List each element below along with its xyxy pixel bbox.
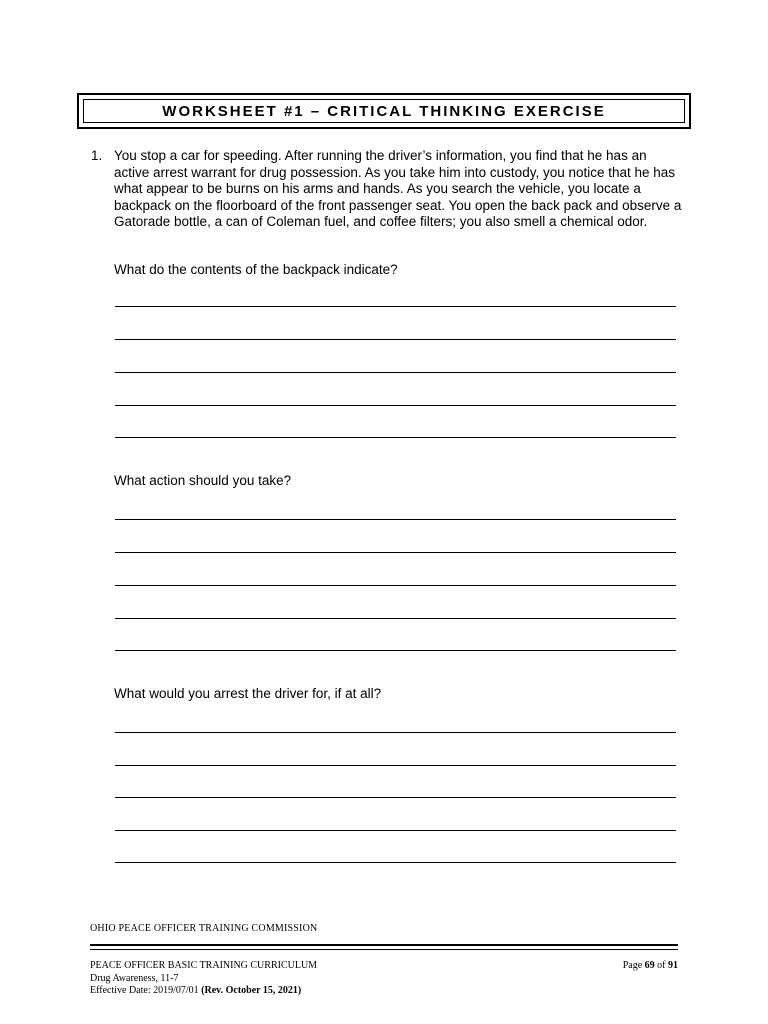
question-number: 1.	[91, 148, 103, 163]
answer-line[interactable]	[115, 519, 676, 520]
question-scenario: You stop a car for speeding. After running the driver’s information, you find that he has an active arrest warrant for drug possession. As you take him into custody, you notice that he has what appear to be burns on his arms and hands. As you search the vehicle, you locate a backpack on the floorboard of the front passenger seat. You open the back pack and observe a Gatorade bottle, a can of Coleman fuel, and coffee filters; you also smell a chemical odor.	[114, 148, 682, 230]
prompt-backpack-contents: What do the contents of the backpack indicate?	[114, 262, 398, 277]
answer-line[interactable]	[115, 405, 676, 406]
footer-commission: OHIO PEACE OFFICER TRAINING COMMISSION	[90, 923, 318, 934]
answer-line[interactable]	[115, 339, 676, 340]
answer-line[interactable]	[115, 585, 676, 586]
answer-line[interactable]	[115, 618, 676, 619]
footer-section: Drug Awareness, 11-7	[90, 972, 179, 984]
answer-line[interactable]	[115, 650, 676, 651]
page-total: 91	[668, 960, 678, 971]
prompt-arrest: What would you arrest the driver for, if at all?	[114, 686, 382, 701]
page-number: 69	[644, 960, 655, 971]
answer-line[interactable]	[115, 372, 676, 373]
answer-line[interactable]	[115, 732, 676, 733]
answer-line[interactable]	[115, 797, 676, 798]
footer-curriculum: PEACE OFFICER BASIC TRAINING CURRICULUM	[90, 960, 318, 971]
footer-dates	[90, 985, 317, 998]
answer-line[interactable]	[115, 437, 676, 438]
prompt-action: What action should you take?	[114, 473, 292, 488]
footer-divider	[90, 949, 678, 950]
answer-line[interactable]	[115, 306, 676, 307]
worksheet-title-box	[77, 93, 691, 129]
footer-curriculum-info	[90, 960, 317, 998]
page-indicator	[623, 960, 678, 971]
footer-effective-date: Effective Date: 2019/07/01	[90, 985, 199, 996]
answer-line[interactable]	[115, 830, 676, 831]
answer-line[interactable]	[115, 765, 676, 766]
answer-line[interactable]	[115, 552, 676, 553]
worksheet-title: WORKSHEET #1 – CRITICAL THINKING EXERCISE	[162, 102, 606, 120]
page-of: of	[657, 960, 666, 971]
footer-revision: (Rev. October 15, 2021)	[201, 985, 302, 996]
answer-line[interactable]	[115, 862, 676, 863]
page-prefix: Page	[622, 960, 643, 971]
footer-divider	[90, 944, 678, 946]
worksheet-title-inner	[83, 99, 685, 123]
